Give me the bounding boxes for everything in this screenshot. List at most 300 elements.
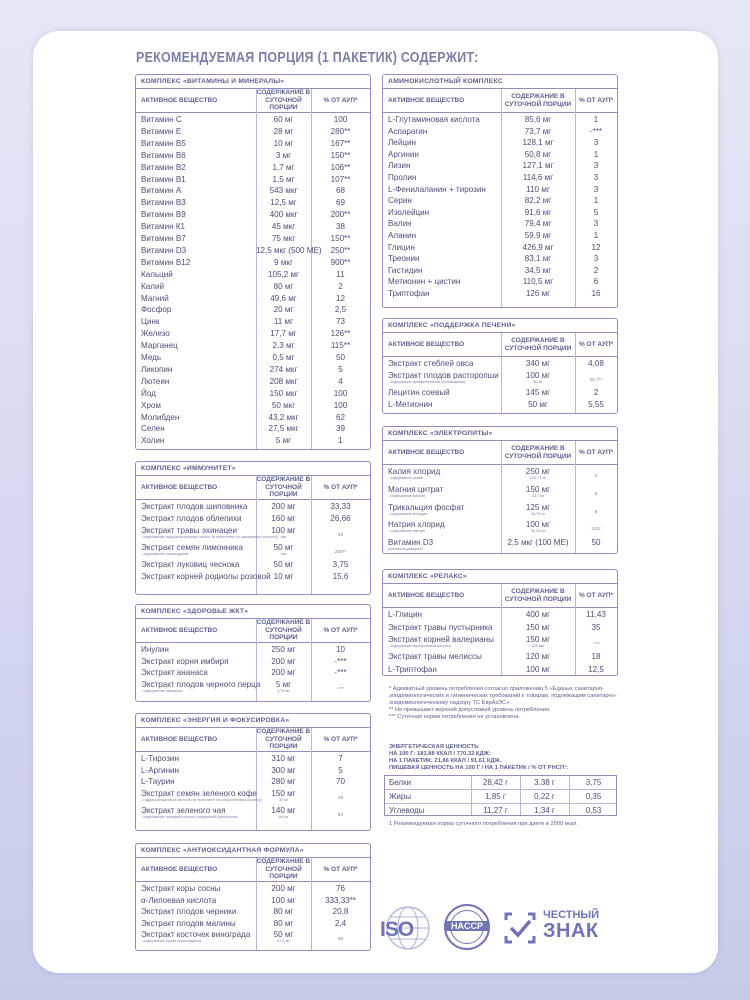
header-active-substance: АКТИВНОЕ ВЕЩЕСТВО: [141, 97, 218, 104]
header-active-substance: АКТИВНОЕ ВЕЩЕСТВО: [388, 341, 465, 348]
percent-aul: -***: [334, 656, 347, 666]
daily-amount: 120 мг: [525, 652, 551, 661]
substance-name: Серин: [388, 196, 412, 206]
table-row: [136, 766, 372, 778]
daily-amount: 12,5 мкг (500 МЕ): [256, 245, 322, 255]
daily-amount: 3 мг: [275, 150, 292, 160]
sub-component-percent: 15: [337, 795, 344, 801]
daily-amount: 100 мг: [271, 525, 296, 535]
substance-name: Экстракт плодов расторопши: [388, 371, 499, 381]
daily-amount: 50 мкг: [271, 400, 296, 410]
table-row: [383, 254, 619, 266]
substance-name: L-Глутаминовая кислота: [388, 115, 480, 124]
table-row: [136, 543, 372, 560]
percent-aul: 1: [593, 231, 599, 240]
table-title: КОМПЛЕКС «ЗДОРОВЬЕ ЖКТ»: [136, 605, 370, 619]
percent-aul: 12: [335, 293, 345, 303]
table-row: [136, 305, 372, 317]
daily-amount: 9 мкг: [274, 257, 293, 267]
substance-name: Кальций: [141, 269, 173, 279]
sub-component-percent: 40: [337, 532, 344, 538]
daily-amount: 208 мкг: [269, 376, 298, 386]
daily-amount: 426,9 мг: [522, 242, 554, 252]
table-header: [383, 584, 617, 608]
substance-name: L-Аргинин: [141, 765, 180, 775]
table-row: [383, 138, 619, 150]
certification-logos: [378, 904, 628, 956]
table-title: КОМПЛЕКС «ПОДДЕРЖКА ПЕЧЕНИ»: [383, 319, 617, 333]
substance-name: Железо: [141, 329, 170, 339]
daily-amount: 110 мг: [526, 184, 550, 194]
daily-amount: 100 мг: [525, 371, 551, 381]
sub-component-percent: 5: [594, 509, 598, 515]
daily-amount: 28 мг: [273, 126, 294, 136]
table-row: [383, 652, 619, 665]
substance-name: Изолейцин: [388, 207, 430, 217]
sub-component-amount: 300 мкг: [531, 644, 545, 648]
table-title: КОМПЛЕКС «ИММУНИТЕТ»: [136, 462, 370, 476]
header-active-substance: АКТИВНОЕ ВЕЩЕСТВО: [388, 97, 465, 104]
table-row: [383, 196, 619, 208]
daily-amount: 20 мг: [273, 305, 294, 315]
percent-aul: -***: [589, 126, 603, 136]
substance-name: Экстракт коры сосны: [141, 884, 221, 893]
percent-aul: 3: [593, 173, 599, 182]
sub-component-percent: 26,7**: [589, 378, 603, 384]
percent-aul: 76: [335, 884, 345, 893]
percent-aul: 35: [591, 622, 601, 632]
daily-amount: 400 мкг: [269, 210, 298, 220]
table-row: [136, 413, 372, 425]
percent-aul: 200**: [330, 210, 351, 220]
substance-name: Витамин В3: [141, 198, 186, 208]
daily-amount: 82,2 мг: [524, 196, 552, 206]
substance-name: Экстракт корней валерианы: [388, 635, 494, 644]
daily-amount: 49,6 мг: [270, 293, 297, 303]
substance-name: Фосфор: [141, 305, 172, 315]
table-row: [383, 115, 619, 127]
table-row: [136, 282, 372, 294]
percent-aul: 106**: [330, 162, 351, 172]
percent-aul: 5: [593, 207, 599, 217]
table-header: [383, 441, 617, 465]
percent-aul: 126**: [330, 329, 351, 339]
table-row: [136, 341, 372, 353]
vitamins-table: [135, 74, 371, 450]
daily-amount: 17,7 мг: [270, 329, 297, 339]
sub-component-note: - содержание пиперина: [141, 688, 183, 693]
table-row: [136, 514, 372, 526]
table-row: [383, 400, 619, 412]
sub-component-amount: 4мг: [280, 534, 287, 539]
table-row: [136, 151, 372, 163]
table-row: [383, 173, 619, 185]
substance-name: Витамин Е: [141, 126, 182, 136]
table-row: [383, 538, 619, 556]
daily-amount: 50 мг: [528, 400, 548, 410]
percent-aul: 50: [591, 538, 601, 548]
daily-amount: 274 мкг: [269, 364, 298, 374]
table-row: [136, 317, 372, 329]
sub-component-amount: 47,5 мг: [277, 939, 290, 944]
daily-amount: 60 мг: [273, 115, 294, 124]
substance-name: Гистидин: [388, 265, 423, 275]
header-percent-aul: % ОТ АУП*: [323, 736, 358, 743]
percent-aul: 62: [335, 412, 345, 422]
nutrition-row-protein: Белки 28,42 г 3,38 г 3,75: [385, 776, 616, 790]
percent-aul: 73: [335, 317, 345, 327]
percent-aul: 4,08: [588, 359, 604, 368]
percent-aul: 12,5: [588, 664, 604, 674]
table-row: [383, 388, 619, 400]
substance-name: Селен: [141, 424, 165, 434]
substance-name: Пролин: [388, 173, 417, 182]
header-percent-aul: % ОТ АУП*: [578, 592, 614, 599]
substance-name: Лецитин соевый: [388, 388, 450, 398]
daily-amount: 12,5 мг: [270, 198, 297, 208]
header-percent-aul: % ОТ АУП*: [323, 627, 358, 634]
substance-name: Хром: [141, 400, 161, 410]
table-row: [383, 623, 619, 636]
daily-amount: 150 мг: [271, 788, 296, 798]
table-row: [136, 377, 372, 389]
percent-aul: 107**: [330, 174, 351, 184]
substance-name: Экстракт плодов шиповника: [141, 502, 248, 511]
checkmark-icon: [502, 910, 538, 946]
chestny-znak-logo: [543, 909, 599, 941]
substance-name: Метионин + цистин: [388, 277, 461, 287]
header-daily-amount: СОДЕРЖАНИЕ В СУТОЧНОЙ ПОРЦИИ: [504, 588, 572, 603]
daily-amount: 280 мг: [271, 777, 296, 787]
substance-name: L-Тирозин: [141, 754, 179, 763]
sub-component-percent: -***: [336, 686, 345, 692]
substance-name: Экстракт косточек винограда: [141, 930, 251, 940]
header-percent-aul: % ОТ АУП*: [578, 449, 614, 456]
daily-amount: 1,5 мг: [272, 174, 295, 184]
percent-aul: 2,4: [334, 918, 347, 928]
header-active-substance: АКТИВНОЕ ВЕЩЕСТВО: [388, 449, 465, 456]
daily-amount: 0,5 мг: [272, 353, 295, 362]
table-header: [383, 333, 617, 357]
daily-amount: 85,6 мг: [524, 115, 552, 124]
substance-name: Витамин D3: [388, 538, 434, 548]
sub-component-note: - содержание гидроксикоричных кислот (в пересчете на цикориевую кислоту): [141, 534, 278, 539]
percent-aul: 6: [593, 277, 599, 287]
percent-aul: 11: [336, 269, 345, 279]
percent-aul: 900**: [330, 257, 351, 267]
table-row: [136, 896, 372, 908]
daily-amount: 50,8 мг: [524, 149, 552, 159]
table-row: [136, 175, 372, 187]
substance-name: Экстракт плодов облепихи: [141, 513, 242, 523]
liver-support-table: [382, 318, 618, 414]
table-row: [136, 163, 372, 175]
daily-amount: 310 мг: [271, 754, 296, 763]
substance-name: Витамин В2: [141, 162, 186, 172]
iso-text: ISO: [380, 918, 414, 941]
table-row: [136, 424, 372, 436]
daily-amount: 400 мг: [525, 610, 551, 619]
table-row: [383, 467, 619, 485]
daily-amount: 125 мг: [525, 502, 551, 512]
substance-name: L-Таурин: [141, 777, 175, 787]
table-row: [383, 520, 619, 538]
sub-component-amount: 4,75 мг: [277, 688, 290, 693]
table-row: [136, 401, 372, 413]
table-title: КОМПЛЕКС «РЕЛАКС»: [383, 570, 617, 584]
daily-amount: 2,5 мкг (100 МЕ): [507, 538, 569, 548]
substance-name: Экстракт семян лимонника: [141, 542, 243, 552]
amino-acid-table: [382, 74, 618, 308]
percent-aul: 38: [335, 222, 345, 232]
sub-component-percent: -***: [592, 642, 600, 647]
sub-component-note: - содержание валереновой кислоты: [388, 644, 452, 648]
percent-aul: 1: [593, 115, 599, 124]
table-row: [136, 127, 372, 139]
daily-amount: 340 мг: [525, 359, 551, 368]
daily-amount: 200 мг: [271, 884, 296, 893]
substance-name: Экстракт ананаса: [141, 668, 208, 678]
header-percent-aul: % ОТ АУП*: [578, 341, 614, 348]
haccp-text: HACCP: [446, 921, 488, 931]
sub-component-note: (холекальциферол): [388, 547, 423, 552]
table-header: [136, 476, 370, 500]
table-row: [136, 930, 372, 947]
sub-component-note: - содержание полифенольных соединений (катехинов): [141, 814, 238, 819]
percent-aul: 100: [333, 400, 348, 410]
substance-name: Экстракт корня имбиря: [141, 656, 229, 666]
daily-amount: 59,9 мг: [524, 231, 552, 240]
substance-name: Аланин: [388, 231, 417, 240]
header-daily-amount: СОДЕРЖАНИЕ В СУТОЧНОЙ ПОРЦИИ: [504, 93, 572, 108]
sub-component-percent: 6: [594, 491, 598, 497]
daily-amount: 200 мг: [271, 668, 296, 678]
percent-aul: 3: [593, 161, 599, 171]
energy-per-100g: НА 100 Г: 183,88 ККАЛ / 770,32 КДЖ;: [389, 751, 491, 757]
substance-name: Экстракт травы эхинацеи: [141, 525, 238, 535]
header-daily-amount: СОДЕРЖАНИЕ В СУТОЧНОЙ ПОРЦИИ: [256, 728, 311, 751]
header-daily-amount: СОДЕРЖАНИЕ В СУТОЧНОЙ ПОРЦИИ: [256, 476, 311, 499]
substance-name: Магния цитрат: [388, 484, 444, 494]
percent-aul: 150**: [330, 234, 351, 243]
table-row: [136, 365, 372, 377]
substance-name: Инулин: [141, 645, 169, 654]
percent-aul: 68: [335, 186, 345, 196]
substance-name: Медь: [141, 353, 162, 362]
table-row: [136, 246, 372, 258]
nutrition-heading: ПИЩЕВАЯ ЦЕННОСТЬ НА 100 Г / НА 1 ПАКЕТИК / % ОТ РНСП¹:: [389, 765, 569, 771]
substance-name: Аспарагин: [388, 126, 428, 136]
percent-aul: 15,6: [332, 571, 349, 581]
sub-component-note: - содержание калия: [388, 476, 424, 480]
table-row: [383, 665, 619, 678]
daily-amount: 150 мкг: [269, 388, 298, 398]
daily-amount: 5 мг: [275, 436, 292, 446]
table-row: [136, 353, 372, 365]
percent-aul: 10: [335, 645, 345, 654]
daily-amount: 145 мг: [525, 388, 551, 398]
percent-aul: 5,55: [588, 400, 604, 410]
substance-name: Глицин: [388, 242, 415, 252]
table-header: [136, 619, 370, 643]
sub-component-amount: 130,77 мг: [529, 476, 547, 480]
daily-amount: 150 мг: [525, 484, 551, 494]
percent-aul: 2,5: [334, 305, 347, 315]
substance-name: Лютеин: [141, 376, 170, 386]
percent-aul: 333,33**: [324, 895, 357, 905]
percent-aul: 250**: [330, 245, 351, 255]
daily-amount: 75 мкг: [271, 234, 296, 243]
daily-amount: 2,3 мг: [272, 341, 295, 351]
percent-aul: -***: [334, 668, 347, 678]
daily-amount: 80 мг: [273, 918, 294, 928]
sub-component-amount: 48,75 мг: [530, 511, 546, 516]
daily-amount: 73,7 мг: [524, 126, 552, 136]
daily-amount: 160 мг: [271, 513, 296, 523]
sub-component-note: - содержание магния: [388, 493, 426, 498]
page-title: РЕКОМЕНДУЕМАЯ ПОРЦИЯ (1 ПАКЕТИК) СОДЕРЖИТ:: [136, 50, 479, 66]
table-row: [136, 680, 372, 697]
substance-name: Витамин В12: [141, 257, 191, 267]
nutrition-row-fat: Жиры 1,85 г 0,22 г 0,35: [385, 790, 616, 804]
energy-value: [389, 744, 568, 772]
substance-name: Экстракт стеблей овса: [388, 359, 474, 368]
header-daily-amount: СОДЕРЖАНИЕ В СУТОЧНОЙ ПОРЦИИ: [256, 858, 311, 881]
daily-amount: 150 мг: [525, 622, 551, 632]
table-title: КОМПЛЕКС «ЭЛЕКТРОЛИТЫ»: [383, 427, 617, 441]
substance-name: Треонин: [388, 254, 420, 264]
rnsp-footnote: 1 Рекомендуемая норма суточного потребления при диете в 2000 ккал.: [389, 821, 578, 827]
daily-amount: 100 мг: [525, 520, 551, 530]
percent-aul: 26,66: [330, 513, 351, 523]
percent-aul: 18: [591, 652, 601, 661]
daily-amount: 150 мг: [525, 635, 551, 644]
substance-name: Экстракт травы мелиссы: [388, 652, 482, 661]
substance-name: Витамин В6: [141, 150, 186, 160]
note-adequate-level: * Адекватный уровень потребления согласно приложению 5 «Единых санитарно-эпидемиологических и гигиенических требований к товарам, подлежащим санитарно-эпидемиологическому надзору ТС ЕврАзЭС».: [389, 686, 617, 706]
percent-aul: 150**: [330, 150, 351, 160]
table-row: [136, 806, 372, 823]
substance-name: α-Липоевая кислота: [141, 895, 217, 905]
table-row: [136, 198, 372, 210]
daily-amount: 80 мг: [273, 907, 294, 917]
nutrition-row-carbs: Углеводы 11,27 г 1,34 г 0,53: [389, 806, 602, 815]
sub-component-note: - содержание флаволигнанов (силимарина): [388, 380, 466, 385]
percent-aul: 280**: [330, 126, 351, 136]
percent-aul: 20,8: [332, 907, 349, 917]
daily-amount: 100 мг: [271, 895, 296, 905]
daily-amount: 10 мг: [273, 571, 294, 581]
sub-component-amount: 1мг: [280, 551, 287, 556]
table-row: [136, 186, 372, 198]
percent-aul: 100: [333, 388, 348, 398]
table-header: [136, 89, 370, 113]
substance-name: L-Фенилаланин + тирозин: [388, 184, 486, 194]
substance-name: Витамин А: [141, 186, 182, 196]
percent-aul: 2: [593, 265, 599, 275]
sub-component-amount: 30 мг: [278, 797, 289, 802]
table-header: [383, 89, 617, 113]
daily-amount: 50 мг: [273, 930, 294, 940]
daily-amount: 300 мг: [271, 765, 296, 775]
substance-name: Цинк: [141, 317, 160, 327]
substance-name: Холин: [141, 436, 165, 446]
note-upper-limit: ** Не превышает верхний допустимый уровень потребления.: [389, 707, 551, 713]
substance-name: Витамин В5: [141, 138, 186, 148]
cz-line2: ЗНАК: [543, 920, 599, 942]
percent-aul: 1: [338, 436, 343, 446]
cz-line1: ЧЕСТНЫЙ: [543, 909, 600, 921]
percent-aul: 4: [338, 376, 343, 386]
header-percent-aul: % ОТ АУП*: [578, 97, 614, 104]
substance-name: Экстракт корней родиолы розовой: [141, 571, 271, 581]
table-row: [383, 371, 619, 388]
table-row: [383, 231, 619, 243]
substance-name: Витамин В7: [141, 234, 186, 243]
substance-name: Витамин С: [141, 115, 182, 124]
header-active-substance: АКТИВНОЕ ВЕЩЕСТВО: [141, 627, 218, 634]
table-row: [136, 389, 372, 401]
daily-amount: 43,2 мкг: [268, 412, 299, 422]
substance-name: Магний: [141, 293, 169, 303]
table-row: [136, 234, 372, 246]
table-header: [136, 858, 370, 882]
table-row: [136, 919, 372, 931]
substance-name: Экстракт плодов черного перца: [141, 679, 261, 689]
nutrition-table: [384, 775, 617, 816]
daily-amount: 91,6 мг: [524, 207, 552, 217]
table-row: [136, 115, 372, 127]
percent-aul: 16: [591, 289, 601, 298]
table-row: [383, 185, 619, 197]
table-row: [383, 266, 619, 278]
substance-name: Экстракт плодов малины: [141, 918, 236, 928]
substance-name: Йод: [141, 388, 156, 398]
header-percent-aul: % ОТ АУП*: [323, 97, 358, 104]
sub-component-percent: 3,02: [591, 527, 601, 533]
substance-name: Экстракт травы пустырника: [388, 622, 493, 632]
daily-amount: 50 мг: [273, 559, 294, 569]
substance-name: L-Метионин: [388, 400, 433, 410]
iso-logo: [378, 904, 438, 959]
daily-amount: 250 мг: [525, 467, 551, 476]
table-row: [136, 329, 372, 341]
table-row: [136, 258, 372, 270]
percent-aul: 3: [593, 138, 599, 148]
substance-name: Калий: [141, 281, 164, 291]
substance-name: Валин: [388, 219, 412, 229]
table-row: [136, 270, 372, 282]
sub-component-amount: 39,33 мг: [530, 529, 546, 534]
daily-amount: 110,5 мг: [522, 277, 554, 287]
percent-aul: 2: [338, 281, 343, 291]
percent-aul: 50: [335, 353, 345, 362]
percent-aul: 5: [338, 364, 343, 374]
substance-name: L-Глицин: [388, 610, 422, 619]
percent-aul: 167**: [330, 138, 351, 148]
table-row: [136, 668, 372, 680]
daily-amount: 79,4 мг: [524, 219, 552, 229]
substance-name: Витамин В9: [141, 210, 186, 220]
sub-component-note: - содержание натрия: [388, 529, 425, 534]
table-row: [383, 503, 619, 521]
percent-aul: 2: [593, 388, 599, 398]
substance-name: Ликопин: [141, 364, 173, 374]
substance-name: Трикальция фосфат: [388, 502, 465, 512]
header-daily-amount: СОДЕРЖАНИЕ В СУТОЧНОЙ ПОРЦИИ: [504, 337, 572, 352]
daily-amount: 105,2 мг: [267, 269, 300, 279]
table-row: [383, 359, 619, 371]
